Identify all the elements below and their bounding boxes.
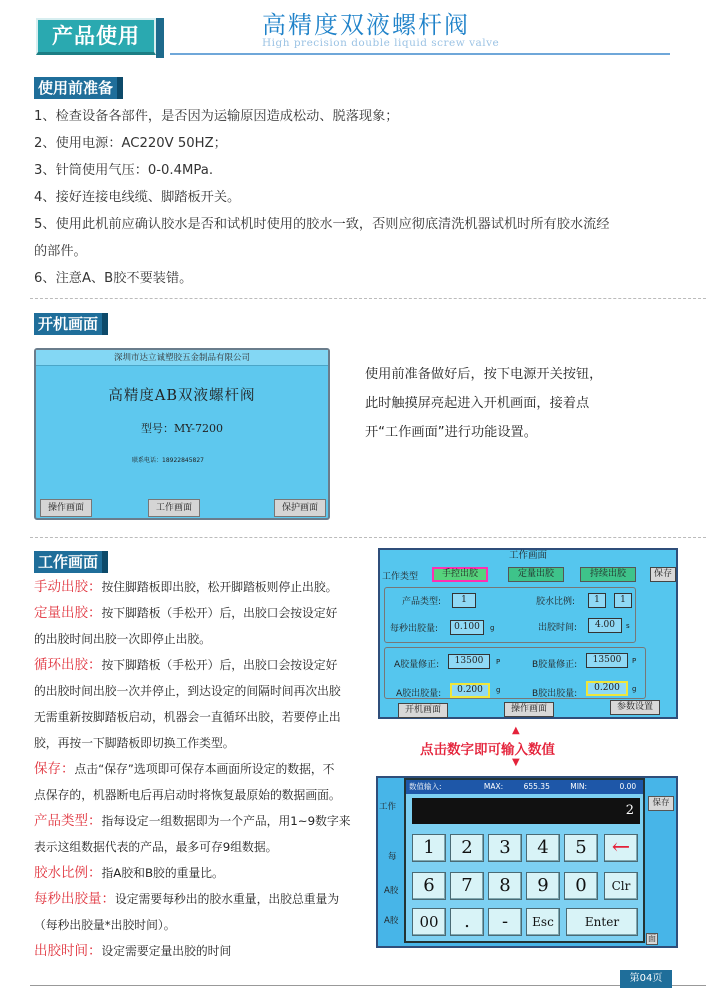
work-terms [34,574,359,964]
term-text: 点击“保存”选项即可保存本画面所设定的数据，不 [74,762,335,776]
key-2[interactable]: 2 [450,834,484,862]
footer-line [30,985,706,986]
save-button[interactable]: 保存 [650,567,676,582]
term-item [34,886,359,912]
max-value: 655.35 [523,782,550,791]
work-screen [378,548,678,719]
a-corr-unit: P [496,658,501,666]
startup-description [365,360,645,447]
term-text: 按下脚踏板（手松开）后，出胶口会按设定好 [101,658,338,672]
b-corr-unit: P [632,657,637,665]
term-text: 按住脚踏板即出胶，松开脚踏板则停止出胶。 [101,580,338,594]
term-text: 的出胶时间出胶一次即停止出胶。 [34,632,211,646]
side-label: 工作 [379,802,397,812]
arrow-up-icon: ▲ [512,725,520,736]
desc-line: 此时触摸屏亮起进入开机画面，接着点 [365,396,590,411]
term-item [34,574,359,600]
min-value: 0.00 [619,782,637,791]
divider [30,298,706,299]
ratio-a-input[interactable]: 1 [588,593,606,608]
term-label: 定量出胶： [34,605,102,621]
startup-screen-button[interactable]: 开机画面 [398,703,448,718]
protect-screen-button[interactable]: 保护画面 [274,499,326,517]
key-clear[interactable]: Clr [604,872,638,900]
section-heading-prep: 使用前准备 [34,77,117,99]
a-out-label: A胶出胶量: [396,689,442,699]
per-sec-input[interactable]: 0.100 [450,620,484,635]
b-corr-input[interactable]: 13500 [586,653,628,668]
max-label: MAX: [483,782,504,791]
keypad-display: 2 [412,798,640,824]
key-dot[interactable]: . [450,908,484,936]
term-item [34,600,359,626]
startup-title: 高精度AB双液螺杆阀 [108,388,256,404]
term-text: 无需重新按脚踏板启动，机器会一直循环出胶，若要停止出 [34,710,341,724]
header-divider [170,53,670,55]
startup-phone: 联系电话：18922845827 [132,457,204,464]
term-item [34,808,359,834]
list-item: 6、注意A、B胶不要装错。 [34,271,193,286]
header-tag-accent [156,18,164,58]
tab-manual[interactable]: 手控出胶 [432,567,488,582]
list-item: 4、接好连接电线缆、脚踏板开关。 [34,190,241,205]
page-subtitle: High precision double liquid screw valve [262,37,500,49]
page-title: 高精度双液螺杆阀 [262,11,470,39]
work-screen-title: 工作画面 [508,550,547,561]
startup-screen [34,348,330,520]
a-out-unit: g [496,686,501,694]
divider [30,537,706,538]
work-screen-button[interactable]: 工作画面 [148,499,200,517]
a-corr-label: A胶量修正: [394,660,440,670]
b-out-unit: g [632,685,637,693]
list-item: 的部件。 [34,244,87,259]
b-corr-label: B胶量修正: [532,660,578,670]
term-text: 胶，再按一下脚踏板即切换工作类型。 [34,736,235,750]
per-sec-label: 每秒出胶量: [390,624,439,634]
term-text: 设定需要每秒出的胶水重量，出胶总重量为 [115,892,340,906]
b-out-input[interactable]: 0.200 [586,681,628,696]
term-text: 指每设定一组数据即为一个产品，用1~9数字来 [101,814,351,828]
desc-line: 使用前准备做好后，按下电源开关按钮， [365,367,603,382]
key-enter[interactable]: Enter [566,908,638,936]
term-label: 每秒出胶量： [34,891,115,907]
per-sec-unit: g [490,624,495,632]
prep-list [34,103,674,292]
list-item: 1、检查设备各部件，是否因为运输原因造成松动、脱落现象； [34,109,399,124]
product-type-label: 产品类型: [402,597,442,607]
time-label: 出胶时间: [538,623,578,633]
term-label: 手动出胶： [34,579,102,595]
key-1[interactable]: 1 [412,834,446,862]
work-type-label: 工作类型 [382,572,419,582]
startup-model: 型号：MY-7200 [140,422,224,435]
key-esc[interactable]: Esc [526,908,560,936]
startup-company: 深圳市达立诚塑胶五金制品有限公司 [36,350,328,366]
backspace-arrow-icon[interactable]: ← [604,834,638,862]
min-label: MIN: [570,782,588,791]
param-settings-button[interactable]: 参数设置 [610,700,660,715]
time-input[interactable]: 4.00 [588,618,622,633]
numeric-keypad [404,778,645,943]
keypad-tip: 点击数字即可输入数值 [420,742,555,758]
operation-screen-button[interactable]: 操作画面 [40,499,92,517]
operation-screen-button[interactable]: 操作画面 [504,702,554,717]
key-9[interactable]: 9 [526,872,560,900]
desc-line: 开“工作画面”进行功能设置。 [365,425,537,440]
term-text: 指A胶和B胶的重量比。 [101,866,224,880]
term-text: 的出胶时间出胶一次并停止，到达设定的间隔时间再次出胶 [34,684,341,698]
term-item [34,938,359,964]
product-type-input[interactable]: 1 [452,593,476,608]
keypad-bar [406,780,643,794]
term-item [34,756,359,782]
a-out-input[interactable]: 0.200 [450,683,490,698]
term-text: 设定需要定量出胶的时间 [101,944,232,958]
ratio-label: 胶水比例: [536,597,576,607]
term-label: 保存： [34,761,75,777]
arrow-down-icon: ▼ [512,757,520,768]
term-item [34,860,359,886]
list-item: 3、针筒使用气压：0-0.4MPa. [34,163,214,178]
term-text: （每秒出胶量*出胶时间）。 [34,918,176,932]
key-8[interactable]: 8 [488,872,522,900]
page-number: 第04页 [620,970,672,988]
term-label: 出胶时间： [34,943,102,959]
save-button[interactable]: 保存 [648,796,674,811]
tab-quantitative[interactable]: 定量出胶 [508,567,564,582]
section-heading-startup: 开机画面 [34,313,102,335]
key-4[interactable]: 4 [526,834,560,862]
key-5[interactable]: 5 [564,834,598,862]
term-label: 胶水比例： [34,865,102,881]
list-item: 5、使用此机前应确认胶水是否和试机时使用的胶水一致，否则应彻底清洗机器试机时所有胶水流经 [34,217,610,232]
side-label: A胶 [384,916,399,926]
keypad-bar-label: 数值输入: [409,782,442,791]
key-0[interactable]: 0 [564,872,598,900]
b-out-label: B胶出胶量: [532,689,578,699]
term-item [34,652,359,678]
key-00[interactable]: 00 [412,908,446,936]
ratio-b-input[interactable]: 1 [614,593,632,608]
screen-fragment-button[interactable]: 面 [648,934,656,943]
time-unit: s [626,622,630,630]
term-text: 按下脚踏板（手松开）后，出胶口会按设定好 [101,606,338,620]
key-3[interactable]: 3 [488,834,522,862]
side-label: 每 [388,852,397,862]
tab-continuous[interactable]: 持续出胶 [580,567,636,582]
key-minus[interactable]: - [488,908,522,936]
key-6[interactable]: 6 [412,872,446,900]
section-heading-work: 工作画面 [34,551,102,573]
a-corr-input[interactable]: 13500 [448,654,490,669]
term-text: 点保存的，机器断电后再启动时将恢复最原始的数据画面。 [34,788,341,802]
keypad-screen [376,776,678,948]
term-label: 循环出胶： [34,657,102,673]
side-label: A胶 [384,886,399,896]
term-text: 表示这组数据代表的产品，最多可存9组数据。 [34,840,278,854]
header-tag: 产品使用 [36,18,156,55]
term-label: 产品类型： [34,813,102,829]
key-7[interactable]: 7 [450,872,484,900]
list-item: 2、使用电源：AC220V 50HZ； [34,136,227,151]
